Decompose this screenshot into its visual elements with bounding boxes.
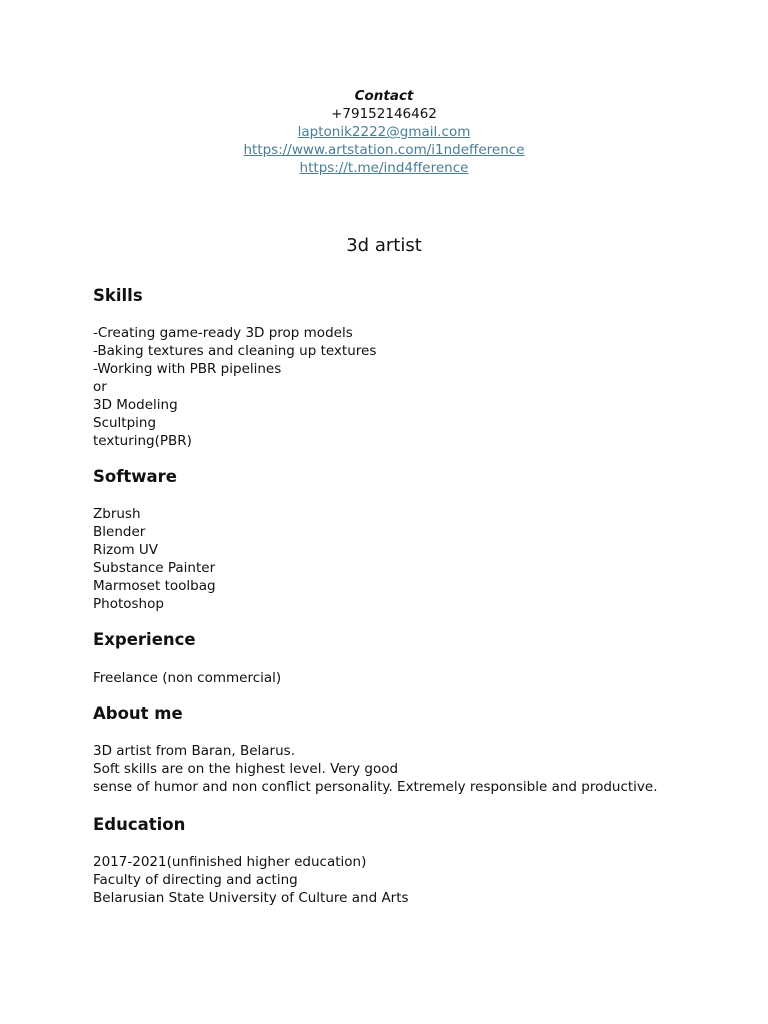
software-item: Zbrush — [93, 506, 141, 522]
phone-number: +79152146462 — [331, 106, 437, 122]
software-item: Blender — [93, 524, 146, 540]
education-list — [93, 853, 409, 907]
skills-line: -Baking textures and cleaning up textures — [93, 343, 377, 359]
role-title: 3d artist — [346, 235, 422, 256]
experience-heading: Experience — [93, 630, 196, 649]
skills-list — [93, 324, 376, 450]
skills-line: Scultping — [93, 415, 157, 431]
education-line: Belarusian State University of Culture and Arts — [93, 890, 409, 906]
experience-item: Freelance (non commercial) — [93, 670, 282, 686]
about-line: sense of humor and non conflict personality. Extremely responsible and productive. — [93, 779, 658, 795]
artstation-link[interactable]: https://www.artstation.com/i1ndefference — [243, 142, 525, 158]
software-item: Photoshop — [93, 596, 164, 612]
software-item: Rizom UV — [93, 542, 159, 558]
about-line: 3D artist from Baran, Belarus. — [93, 743, 295, 759]
contact-block — [0, 87, 768, 177]
skills-line: texturing(PBR) — [93, 433, 192, 449]
software-heading: Software — [93, 467, 177, 486]
skills-line: 3D Modeling — [93, 397, 178, 413]
about-text — [93, 742, 658, 796]
skills-heading: Skills — [93, 286, 143, 305]
about-line: Soft skills are on the highest level. Very good — [93, 761, 399, 777]
skills-line: or — [93, 379, 107, 395]
education-line: Faculty of directing and acting — [93, 872, 298, 888]
experience-list — [93, 669, 281, 687]
software-item: Substance Painter — [93, 560, 216, 576]
contact-title: Contact — [354, 88, 414, 104]
software-list — [93, 505, 216, 613]
telegram-link[interactable]: https://t.me/ind4fference — [299, 160, 469, 176]
education-heading: Education — [93, 815, 186, 834]
skills-line: -Creating game-ready 3D prop models — [93, 325, 353, 341]
education-line: 2017-2021(unfinished higher education) — [93, 854, 367, 870]
software-item: Marmoset toolbag — [93, 578, 216, 594]
email-link[interactable]: laptonik2222@gmail.com — [297, 124, 471, 140]
about-heading: About me — [93, 704, 183, 723]
skills-line: -Working with PBR pipelines — [93, 361, 282, 377]
